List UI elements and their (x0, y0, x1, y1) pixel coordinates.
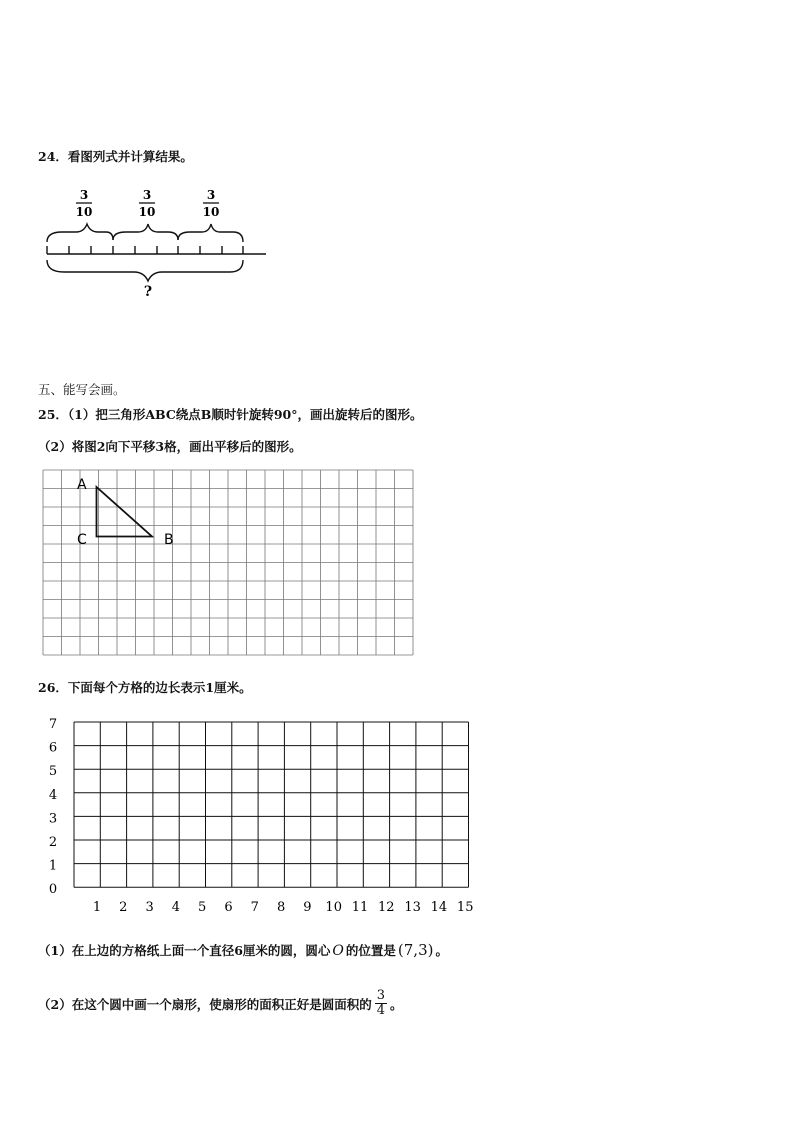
q26-coord: (7,3) (397, 941, 434, 959)
q26-fraction-num: 3 (376, 988, 385, 1003)
x-tick-label: 6 (224, 900, 233, 915)
q25-line2: （2）将图2向下平移3格，画出平移后的图形。 (38, 439, 302, 454)
q26-sub1 (38, 941, 448, 959)
question-mark: ? (143, 284, 153, 300)
triangle-abc (97, 487, 153, 537)
q26-point-o: O (332, 943, 344, 959)
y-tick-label: 2 (48, 835, 58, 850)
q26-sub1-text2: 的位置是 (345, 943, 396, 958)
q26-sub1-text: （1）在上边的方格纸上面一个直径6厘米的圆，圆心 (38, 943, 331, 958)
top-brace-3 (178, 224, 243, 242)
section5-title: 五、能写会画。 (38, 382, 126, 397)
q26-fraction-den: 4 (376, 1003, 385, 1018)
fraction-1-den: 10 (75, 205, 93, 219)
q25-grid-lines (43, 470, 413, 655)
y-tick-label: 1 (48, 858, 58, 874)
x-tick-label: 1 (92, 900, 102, 915)
fraction-2 (139, 188, 156, 219)
fraction-3-den: 10 (202, 205, 220, 219)
y-tick-label: 6 (48, 740, 58, 756)
x-tick-label: 3 (145, 900, 154, 915)
q25-line1: 25．（1）把三角形ABC绕点B顺时针旋转90°，画出旋转后的图形。 (38, 407, 423, 422)
fraction-3 (203, 188, 220, 219)
q26-grid-lines (74, 722, 469, 887)
number-line-ticks (47, 246, 243, 254)
y-tick-label: 0 (48, 882, 58, 898)
x-tick-label: 2 (119, 900, 128, 915)
q25-grid-figure (40, 467, 416, 660)
q26-sub2 (38, 989, 403, 1018)
q26-grid-figure (40, 712, 480, 917)
x-tick-label: 11 (351, 900, 369, 915)
q26-sub2-text: （2）在这个圆中画一个扇形，使扇形的面积正好是圆面积的 (38, 996, 372, 1012)
fraction-1-num: 3 (79, 188, 89, 202)
y-tick-label: 5 (48, 764, 58, 780)
y-tick-label: 3 (48, 811, 58, 827)
q24-number-line-figure (40, 184, 272, 302)
x-tick-label: 8 (276, 900, 286, 915)
label-c: C (77, 532, 87, 548)
q26-y-axis-labels (49, 717, 57, 897)
fraction-3-num: 3 (206, 188, 216, 202)
fraction-2-num: 3 (142, 188, 152, 202)
q26-sub1-end: 。 (435, 943, 448, 958)
label-b: B (164, 532, 174, 548)
top-brace-2 (113, 224, 178, 240)
y-tick-label: 7 (48, 717, 58, 732)
x-tick-label: 10 (325, 900, 342, 915)
x-tick-label: 12 (378, 900, 395, 915)
q26-text: 26．下面每个方格的边长表示1厘米。 (38, 680, 252, 695)
x-tick-label: 15 (456, 900, 474, 915)
x-tick-label: 14 (430, 900, 448, 915)
q26-x-axis-labels (93, 900, 474, 915)
y-tick-label: 4 (48, 787, 58, 803)
x-tick-label: 4 (171, 900, 181, 915)
x-tick-label: 9 (303, 900, 312, 915)
q26-sub2-end: 。 (389, 996, 403, 1012)
fraction-2-den: 10 (138, 205, 156, 219)
fraction-1 (76, 188, 93, 219)
label-a: A (77, 477, 87, 493)
x-tick-label: 7 (250, 900, 259, 915)
q26-fraction (375, 989, 387, 1018)
x-tick-label: 13 (404, 900, 421, 915)
bottom-brace (47, 260, 243, 281)
x-tick-label: 5 (198, 900, 207, 915)
q24-text: 24．看图列式并计算结果。 (38, 149, 193, 164)
top-brace-1 (47, 224, 113, 242)
